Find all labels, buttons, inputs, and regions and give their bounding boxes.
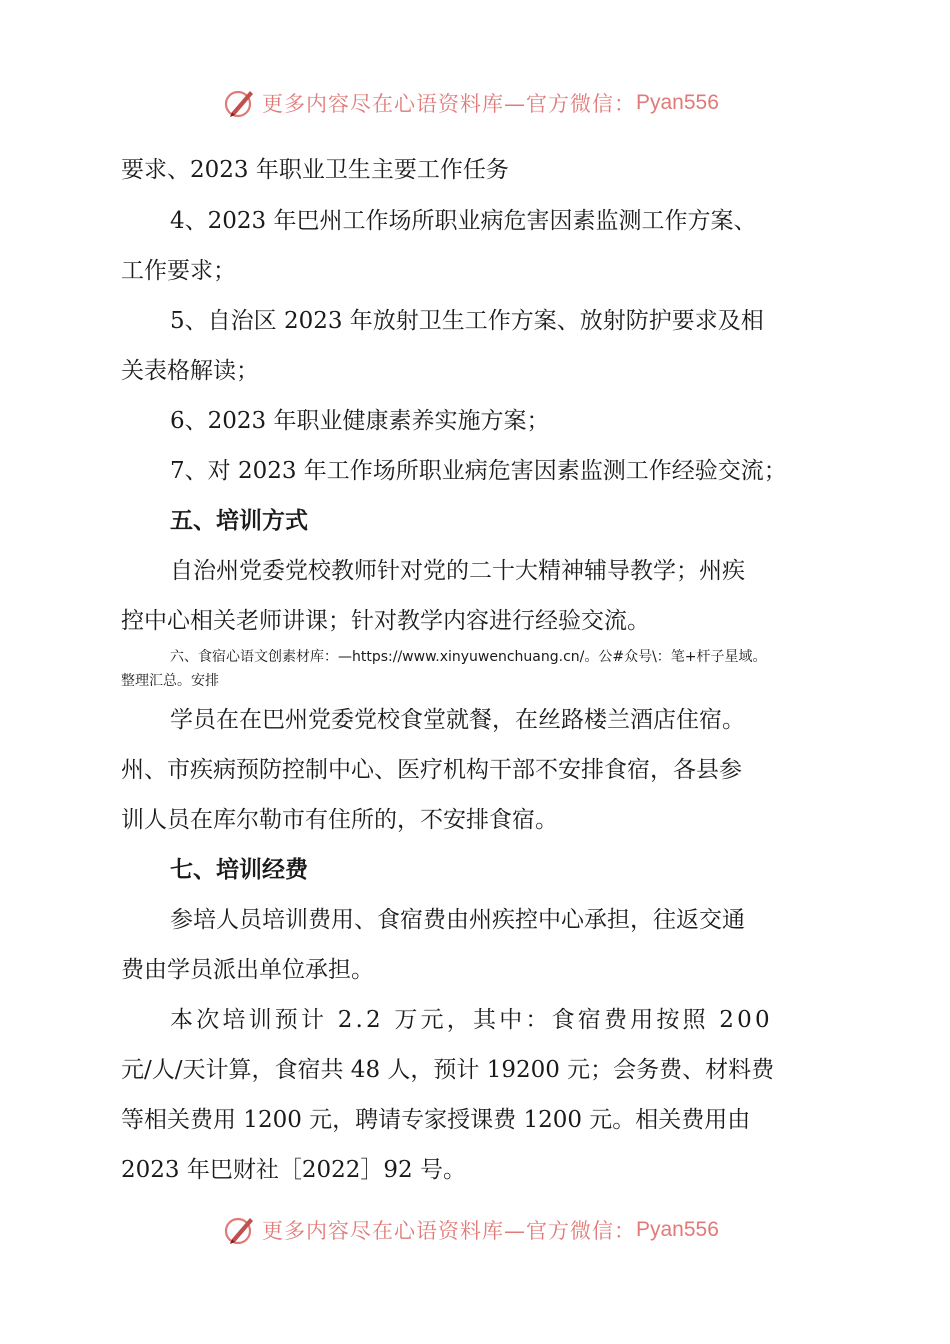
body-line: 元/人/天计算，食宿共 48 人，预计 19200 元；会务费、材料费 (121, 1057, 775, 1083)
body-line: 参培人员培训费用、食宿费由州疾控中心承担，往返交通 (170, 907, 745, 933)
body-line: 5、自治区 2023 年放射卫生工作方案、放射防护要求及相 (170, 308, 764, 334)
watermark-text: 更多内容尽在心语资料库—官方微信： (262, 1219, 636, 1243)
pen-logo-icon (222, 86, 256, 120)
watermark-bottom (222, 1213, 719, 1247)
body-line: 7、对 2023 年工作场所职业病危害因素监测工作经验交流； (170, 458, 787, 484)
source-note-cont: 整理汇总。安排 (121, 673, 219, 689)
body-line: 要求、2023 年职业卫生主要工作任务 (121, 157, 509, 183)
body-line: 工作要求； (121, 258, 236, 284)
source-note: 六、食宿心语文创素材库：—https://www.xinyuwenchuang.cn/。公#众号\：笔+杆子星域。 (170, 649, 767, 665)
body-line: 6、2023 年职业健康素养实施方案； (170, 408, 550, 434)
body-line: 州、市疾病预防控制中心、医疗机构干部不安排食宿，各县参 (121, 757, 742, 783)
watermark-wechat-id: Pyan556 (636, 91, 719, 114)
watermark-wechat-id: Pyan556 (636, 1218, 719, 1241)
section-heading: 七、培训经费 (170, 856, 308, 883)
body-line: 2023 年巴财社［2022］92 号。 (121, 1157, 466, 1183)
body-line: 本次培训预计 2.2 万元，其中：食宿费用按照 200 (170, 1007, 773, 1033)
watermark-text: 更多内容尽在心语资料库—官方微信： (262, 92, 636, 116)
body-line: 控中心相关老师讲课；针对教学内容进行经验交流。 (121, 608, 650, 634)
body-line: 训人员在库尔勒市有住所的，不安排食宿。 (121, 807, 558, 833)
section-heading: 五、培训方式 (170, 507, 308, 534)
body-line: 费由学员派出单位承担。 (121, 957, 374, 983)
body-line: 4、2023 年巴州工作场所职业病危害因素监测工作方案、 (170, 208, 757, 234)
body-line: 学员在在巴州党委党校食堂就餐，在丝路楼兰酒店住宿。 (170, 707, 745, 733)
watermark-top (222, 86, 719, 120)
pen-logo-icon (222, 1213, 256, 1247)
body-line: 等相关费用 1200 元，聘请专家授课费 1200 元。相关费用由 (121, 1107, 751, 1133)
body-line: 关表格解读； (121, 358, 259, 384)
body-line: 自治州党委党校教师针对党的二十大精神辅导教学；州疾 (170, 558, 745, 584)
